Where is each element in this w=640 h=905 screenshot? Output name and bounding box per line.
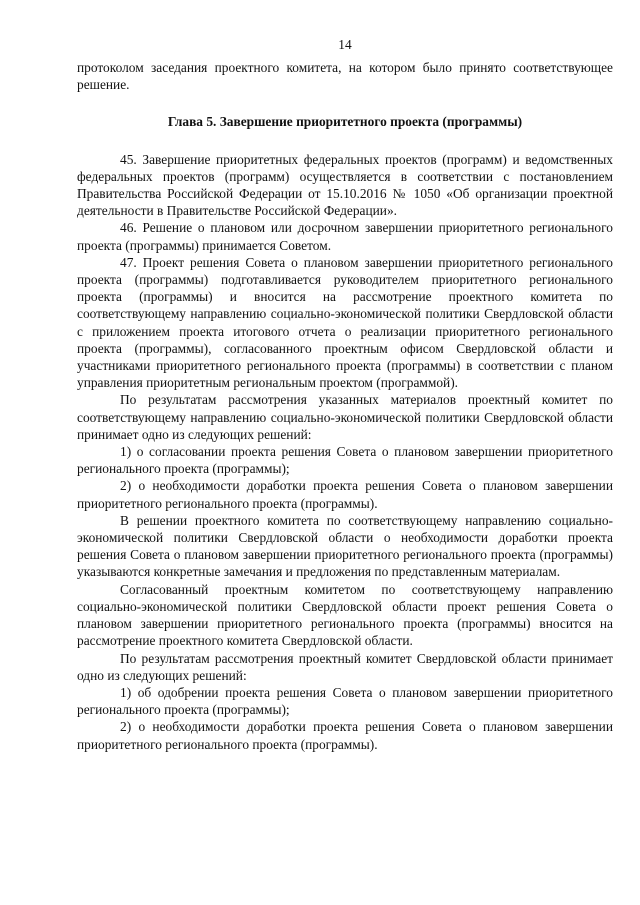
paragraph-46: 46. Решение о плановом или досрочном завершении приоритетного регионального проекта (программы) принимается Советом.: [77, 220, 613, 253]
paragraph-review-results: По результатам рассмотрения указанных материалов проектный комитет по соответствующему направлению социально-экономической политики Свердловской области принимает одно из следующих решений:: [77, 392, 613, 442]
list-item-revision-final: 2) о необходимости доработки проекта решения Совета о плановом завершении приоритетного регионального проекта (программы).: [77, 719, 613, 752]
paragraph-revision-decision: В решении проектного комитета по соответствующему направлению социально-экономической политики Свердловской области о необходимости доработки проекта решения Совета о плановом завершении приоритетного регионального проекта (программы) указываются конкретные замечания и предложения по представленным материалам.: [77, 512, 613, 580]
paragraph-47: 47. Проект решения Совета о плановом завершении приоритетного регионального проекта (программы) подготавливается руководителем приоритетного регионального проекта (программы) и вносится на рассмотрение проектного комитета по соответствующему направлению социально-экономической политики Свердловской области с приложением проекта итогового отчета о реализации приоритетного регионального проекта (программы), согласованного проектным офисом Свердловской области и участниками приоритетного регионального проекта (программы) в соответствии с планом управления приоритетным региональным проектом (программой).: [77, 254, 613, 391]
chapter-title: Глава 5. Завершение приоритетного проекта (программы): [167, 114, 523, 130]
list-item-approval: 1) о согласовании проекта решения Совета о плановом завершении приоритетного регионального проекта (программы);: [77, 444, 613, 477]
paragraph-45: 45. Завершение приоритетных федеральных проектов (программ) и ведомственных федеральных проектов (программ) осуществляется в соответствии с постановлением Правительства Российской Федерации от 15.10.2016 № 1050 «Об организации проектной деятельности в Правительстве Российской Федерации».: [77, 151, 613, 219]
paragraph-continuation: протоколом заседания проектного комитета, на котором было принято соответствующее решение.: [77, 60, 613, 93]
page-number: 14: [338, 37, 352, 52]
list-item-revision: 2) о необходимости доработки проекта решения Совета о плановом завершении приоритетного регионального проекта (программы).: [77, 478, 613, 511]
document-page: [77, 36, 613, 753]
list-item-endorsement: 1) об одобрении проекта решения Совета о плановом завершении приоритетного регионального проекта (программы);: [77, 684, 613, 718]
paragraph-agreed-project: Согласованный проектным комитетом по соответствующему направлению социально-экономической политики Свердловской области проект решения Совета о плановом завершении приоритетного регионального проекта (программы) вносится на рассмотрение проектного комитета Свердловской области.: [77, 581, 613, 649]
paragraph-committee-decision: По результатам рассмотрения проектный комитет Свердловской области принимает одно из следующих решений:: [77, 650, 613, 683]
